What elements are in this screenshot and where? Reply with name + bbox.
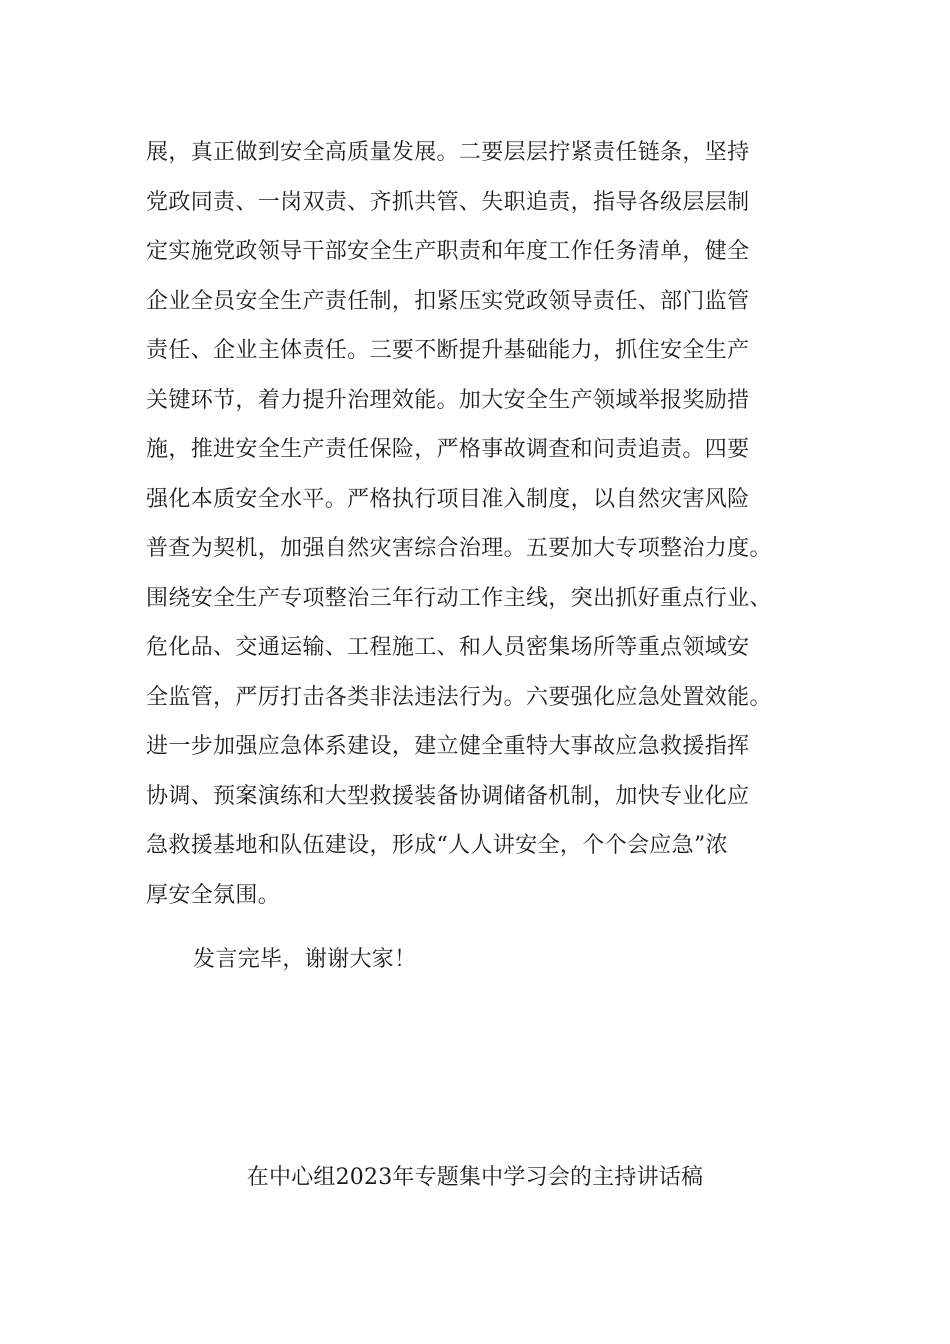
paragraph-line: 围绕安全生产专项整治三年行动工作主线，突出抓好重点行业、 [146, 585, 772, 611]
paragraph-line: 施，推进安全生产责任保险，严格事故调查和问责追责。四要 [146, 437, 750, 462]
paragraph-line: 危化品、交通运输、工程施工、和人员密集场所等重点领域安 [146, 635, 750, 660]
paragraph-line: 全监管，严厉打击各类非法违法行为。六要强化应急处置效能。 [146, 684, 772, 710]
paragraph-line: 强化本质安全水平。严格执行项目准入制度，以自然灾害风险 [146, 486, 750, 512]
closing-remark: 发言完毕，谢谢大家！ [193, 947, 417, 972]
paragraph-line: 厚安全氛围。 [146, 882, 281, 908]
paragraph-line: 党政同责、一岗双责、齐抓共管、失职追责，指导各级层层制 [146, 189, 750, 215]
paragraph-line: 展，真正做到安全高质量发展。二要层层拧紧责任链条，坚持 [146, 140, 750, 165]
paragraph-line: 进一步加强应急体系建设，建立健全重特大事故应急救援指挥 [146, 734, 750, 759]
paragraph-line: 协调、预案演练和大型救援装备协调储备机制，加快专业化应 [146, 783, 750, 809]
paragraph-line: 急救援基地和队伍建设，形成“人人讲安全，个个会应急”浓 [146, 833, 728, 858]
next-document-title: 在中心组2023年专题集中学习会的主持讲话稿 [246, 1165, 704, 1190]
paragraph-line: 责任、企业主体责任。三要不断提升基础能力，抓住安全生产 [146, 338, 750, 363]
paragraph-line: 普查为契机，加强自然灾害综合治理。五要加大专项整治力度。 [146, 536, 772, 561]
paragraph-line: 定实施党政领导干部安全生产职责和年度工作任务清单，健全 [146, 239, 750, 264]
speech-paragraph [146, 128, 816, 920]
paragraph-line: 关键环节，着力提升治理效能。加大安全生产领域举报奖励措 [146, 387, 750, 413]
paragraph-line: 企业全员安全生产责任制，扣紧压实党政领导责任、部门监管 [146, 288, 750, 314]
